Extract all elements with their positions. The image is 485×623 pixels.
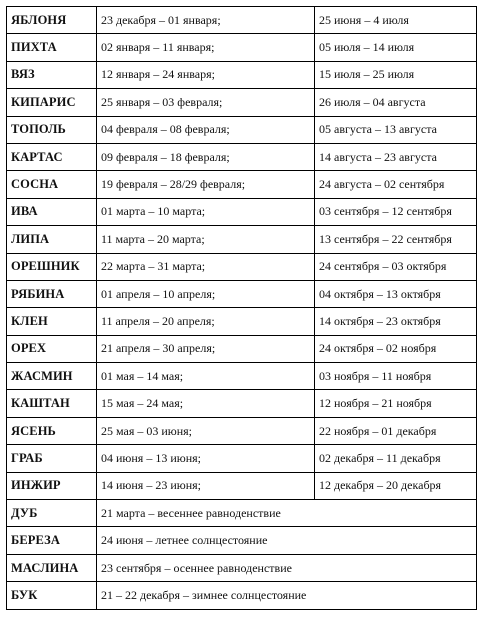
second-period-cell: 03 сентября – 12 сентября [315,198,477,225]
second-period-cell: 05 августа – 13 августа [315,116,477,143]
second-period-cell: 26 июля – 04 августа [315,89,477,116]
tree-name-cell: ЛИПА [7,226,97,253]
first-period-cell: 02 января – 11 января; [97,34,315,61]
tree-name-cell: ИВА [7,198,97,225]
tree-name-cell: СОСНА [7,171,97,198]
second-period-cell: 04 октября – 13 октября [315,280,477,307]
single-date-cell: 24 июня – летнее солнцестояние [97,527,477,554]
table-row [7,143,477,170]
table-row [7,417,477,444]
tree-name-cell: ЯБЛОНЯ [7,7,97,34]
tree-name-cell: ТОПОЛЬ [7,116,97,143]
first-period-cell: 21 апреля – 30 апреля; [97,335,315,362]
table-row [7,61,477,88]
table-row [7,308,477,335]
second-period-cell: 12 ноября – 21 ноября [315,390,477,417]
table-row [7,89,477,116]
table-row [7,7,477,34]
tree-name-cell: ВЯЗ [7,61,97,88]
first-period-cell: 09 февраля – 18 февраля; [97,143,315,170]
table-row-single-date [7,527,477,554]
tree-name-cell: ЯСЕНЬ [7,417,97,444]
second-period-cell: 24 сентября – 03 октября [315,253,477,280]
tree-name-cell: ЖАСМИН [7,363,97,390]
second-period-cell: 03 ноября – 11 ноября [315,363,477,390]
second-period-cell: 14 октября – 23 октября [315,308,477,335]
table-row [7,171,477,198]
first-period-cell: 01 марта – 10 марта; [97,198,315,225]
first-period-cell: 04 июня – 13 июня; [97,445,315,472]
first-period-cell: 19 февраля – 28/29 февраля; [97,171,315,198]
table-row [7,226,477,253]
second-period-cell: 02 декабря – 11 декабря [315,445,477,472]
tree-name-cell: ОРЕХ [7,335,97,362]
first-period-cell: 25 января – 03 февраля; [97,89,315,116]
tree-name-cell: ИНЖИР [7,472,97,499]
second-period-cell: 24 августа – 02 сентября [315,171,477,198]
table-row [7,445,477,472]
first-period-cell: 23 декабря – 01 января; [97,7,315,34]
tree-name-cell: БЕРЕЗА [7,527,97,554]
tree-name-cell: БУК [7,582,97,609]
table-row [7,253,477,280]
first-period-cell: 12 января – 24 января; [97,61,315,88]
table-row [7,280,477,307]
table-row-single-date [7,554,477,581]
second-period-cell: 22 ноября – 01 декабря [315,417,477,444]
tree-name-cell: КАРТАС [7,143,97,170]
first-period-cell: 04 февраля – 08 февраля; [97,116,315,143]
table-row [7,198,477,225]
tree-name-cell: ПИХТА [7,34,97,61]
single-date-cell: 21 – 22 декабря – зимнее солнцестояние [97,582,477,609]
second-period-cell: 13 сентября – 22 сентября [315,226,477,253]
second-period-cell: 15 июля – 25 июля [315,61,477,88]
table-row [7,335,477,362]
tree-name-cell: ДУБ [7,500,97,527]
first-period-cell: 01 мая – 14 мая; [97,363,315,390]
table-row [7,363,477,390]
table-row-single-date [7,500,477,527]
table-row [7,390,477,417]
second-period-cell: 14 августа – 23 августа [315,143,477,170]
tree-name-cell: КИПАРИС [7,89,97,116]
single-date-cell: 23 сентября – осеннее равноденствие [97,554,477,581]
second-period-cell: 05 июля – 14 июля [315,34,477,61]
table-row [7,116,477,143]
first-period-cell: 11 апреля – 20 апреля; [97,308,315,335]
second-period-cell: 25 июня – 4 июля [315,7,477,34]
first-period-cell: 15 мая – 24 мая; [97,390,315,417]
single-date-cell: 21 марта – весеннее равноденствие [97,500,477,527]
table-row [7,34,477,61]
first-period-cell: 22 марта – 31 марта; [97,253,315,280]
first-period-cell: 01 апреля – 10 апреля; [97,280,315,307]
table-body [7,7,477,610]
first-period-cell: 11 марта – 20 марта; [97,226,315,253]
tree-name-cell: КЛЕН [7,308,97,335]
first-period-cell: 14 июня – 23 июня; [97,472,315,499]
second-period-cell: 12 декабря – 20 декабря [315,472,477,499]
second-period-cell: 24 октября – 02 ноября [315,335,477,362]
tree-name-cell: ГРАБ [7,445,97,472]
table-row [7,472,477,499]
tree-name-cell: РЯБИНА [7,280,97,307]
tree-name-cell: МАСЛИНА [7,554,97,581]
tree-name-cell: ОРЕШНИК [7,253,97,280]
tree-horoscope-table [6,6,477,610]
first-period-cell: 25 мая – 03 июня; [97,417,315,444]
tree-name-cell: КАШТАН [7,390,97,417]
table-row-single-date [7,582,477,609]
